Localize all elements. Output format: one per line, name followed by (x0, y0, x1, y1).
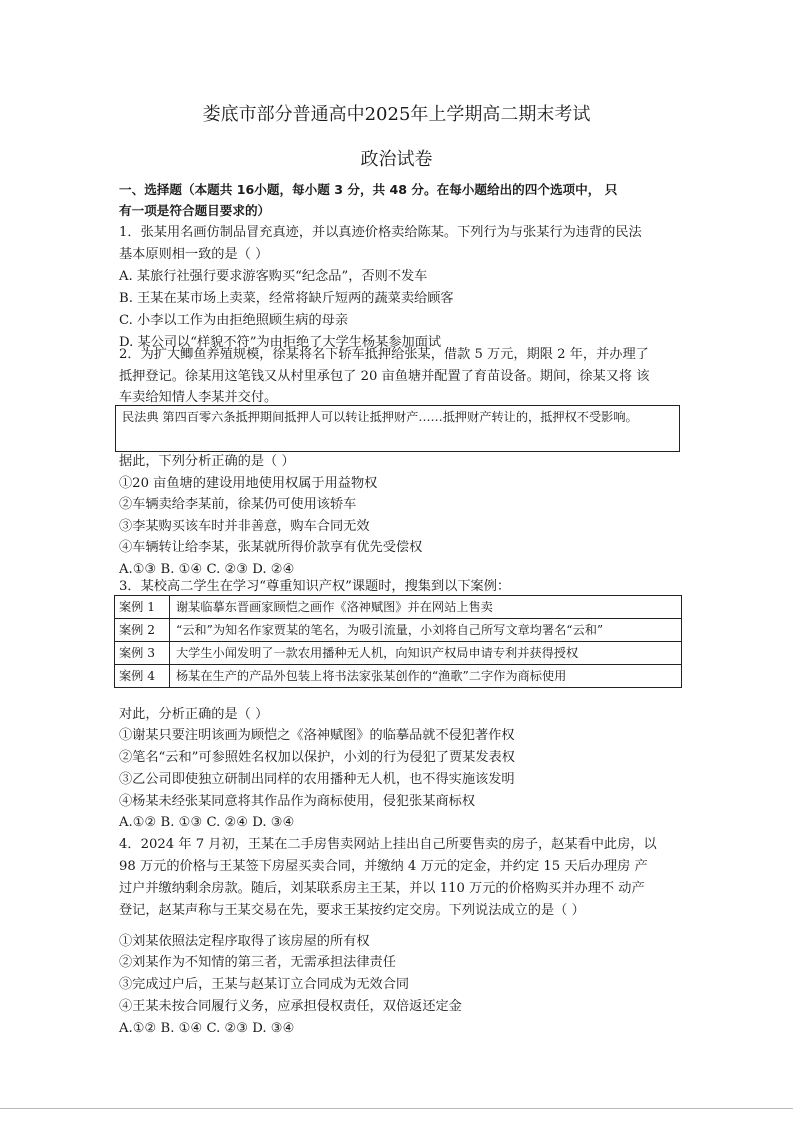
q3-question: 对此，分析正确的是（ ） (119, 707, 269, 722)
q4-statement-1: ①刘某依照法定程序取得了该房屋的所有权 (119, 934, 370, 949)
q2-question: 据此，下列分析正确的是（ ） (119, 454, 295, 469)
case-text: 大学生小闻发明了一款农用播种无人机，向知识产权局申请专利并获得授权 (170, 642, 682, 665)
civil-code-box: 民法典 第四百零六条抵押期间抵押人可以转让抵押财产……抵押财产转让的，抵押权不受影响。 (115, 405, 680, 452)
q1-stem-line2: 基本原则相一致的是（ ） (119, 247, 269, 262)
q1-option-d: D. 某公司以“样貌不符”为由拒绝了大学生杨某参加面试 (119, 335, 442, 350)
q2-stem-line3: 车卖给知情人李某并交付。 (119, 390, 278, 405)
exam-title: 娄底市部分普通高中2025年上学期高二期末考试 (202, 104, 591, 125)
q3-statement-1: ①谢某只要注明该画为顾恺之《洛神赋图》的临摹品就不侵犯著作权 (119, 728, 515, 743)
case-label: 案例 1 (115, 596, 170, 619)
case-label: 案例 2 (115, 619, 170, 642)
q2-statement-1: ①20 亩鱼塘的建设用地使用权属于用益物权 (119, 476, 378, 491)
q4-statement-2: ②刘某作为不知情的第三者，无需承担法律责任 (119, 955, 396, 970)
q2-stem-line1: 2．为扩大鲫鱼养殖规模，徐某将名下轿车抵押给张某，借款 5 万元，期限 2 年，并办理了 (119, 347, 649, 362)
q4-stem-line1: 4．2024 年 7 月初，王某在二手房售卖网站上挂出自己所要售卖的房子，赵某看中此房，以 (119, 837, 657, 852)
case-row (115, 642, 682, 665)
section-heading-line1: 一、选择题（本题共 16小题，每小题 3 分，共 48 分。在每小题给出的四个选项中， 只 (119, 182, 618, 197)
case-label: 案例 4 (115, 665, 170, 688)
case-row (115, 619, 682, 642)
case-text: 杨某在生产的产品外包装上将书法家张某创作的“渔歌”二字作为商标使用 (170, 665, 682, 688)
q3-statement-4: ④杨某未经张某同意将其作品作为商标使用，侵犯张某商标权 (119, 794, 476, 809)
q1-option-a: A. 某旅行社强行要求游客购买“纪念品”，否则不发车 (119, 269, 428, 284)
q2-statement-4: ④车辆转让给李某，张某就所得价款享有优先受偿权 (119, 540, 423, 555)
case-label: 案例 3 (115, 642, 170, 665)
case-row (115, 596, 682, 619)
q2-choices: A.①③ B. ①④ C. ②③ D. ②④ (119, 562, 295, 577)
page-bottom-rule (0, 1108, 793, 1109)
q4-stem-line2: 98 万元的价格与王某签下房屋买卖合同，并缴纳 4 万元的定金，并约定 15 天后办理房 产 (119, 859, 648, 874)
q2-statement-3: ③李某购买该车时并非善意，购车合同无效 (119, 519, 370, 534)
q2-stem-line2: 抵押登记。徐某用这笔钱又从村里承包了 20 亩鱼塘并配置了育苗设备。期间，徐某又将 该 (119, 369, 650, 384)
q2-statement-2: ②车辆卖给李某前，徐某仍可使用该轿车 (119, 497, 357, 512)
q4-statement-3: ③完成过户后，王某与赵某订立合同成为无效合同 (119, 977, 410, 992)
q3-case-table (114, 595, 682, 688)
q3-statement-2: ②笔名“云和”可参照姓名权加以保护，小刘的行为侵犯了贾某发表权 (119, 750, 515, 765)
exam-subject: 政治试卷 (360, 149, 433, 170)
q4-stem-line4: 登记，赵某声称与王某交易在先，要求王某按约定交房。下列说法成立的是（ ） (119, 903, 585, 918)
q3-choices: A.①② B. ①③ C. ②④ D. ③④ (119, 815, 295, 830)
q4-statement-4: ④王某未按合同履行义务，应承担侵权责任，双倍返还定金 (119, 999, 462, 1014)
q4-stem-line3: 过户并缴纳剩余房款。随后，刘某联系房主王某，并以 110 万元的价格购买并办理不 动产 (119, 881, 645, 896)
case-text: 谢某临摹东晋画家顾恺之画作《洛神赋图》并在网站上售卖 (170, 596, 682, 619)
section-heading-line2: 有一项是符合题目要求的） (119, 203, 271, 218)
q3-stem: 3．某校高二学生在学习“尊重知识产权”课题时，搜集到以下案例： (119, 579, 511, 594)
q4-choices: A.①② B. ①④ C. ②③ D. ③④ (119, 1021, 295, 1036)
case-row (115, 665, 682, 688)
case-text: “云和”为知名作家贾某的笔名，为吸引流量，小刘将自己所写文章均署名“云和” (170, 619, 682, 642)
q3-statement-3: ③乙公司即使独立研制出同样的农用播种无人机，也不得实施该发明 (119, 772, 515, 787)
q1-option-b: B. 王某在某市场上卖菜，经常将缺斤短两的蔬菜卖给顾客 (119, 291, 454, 306)
q1-stem-line1: 1．张某用名画仿制品冒充真迹，并以真迹价格卖给陈某。下列行为与张某行为违背的民法 (119, 225, 642, 240)
q1-option-c: C. 小李以工作为由拒绝照顾生病的母亲 (119, 313, 349, 328)
